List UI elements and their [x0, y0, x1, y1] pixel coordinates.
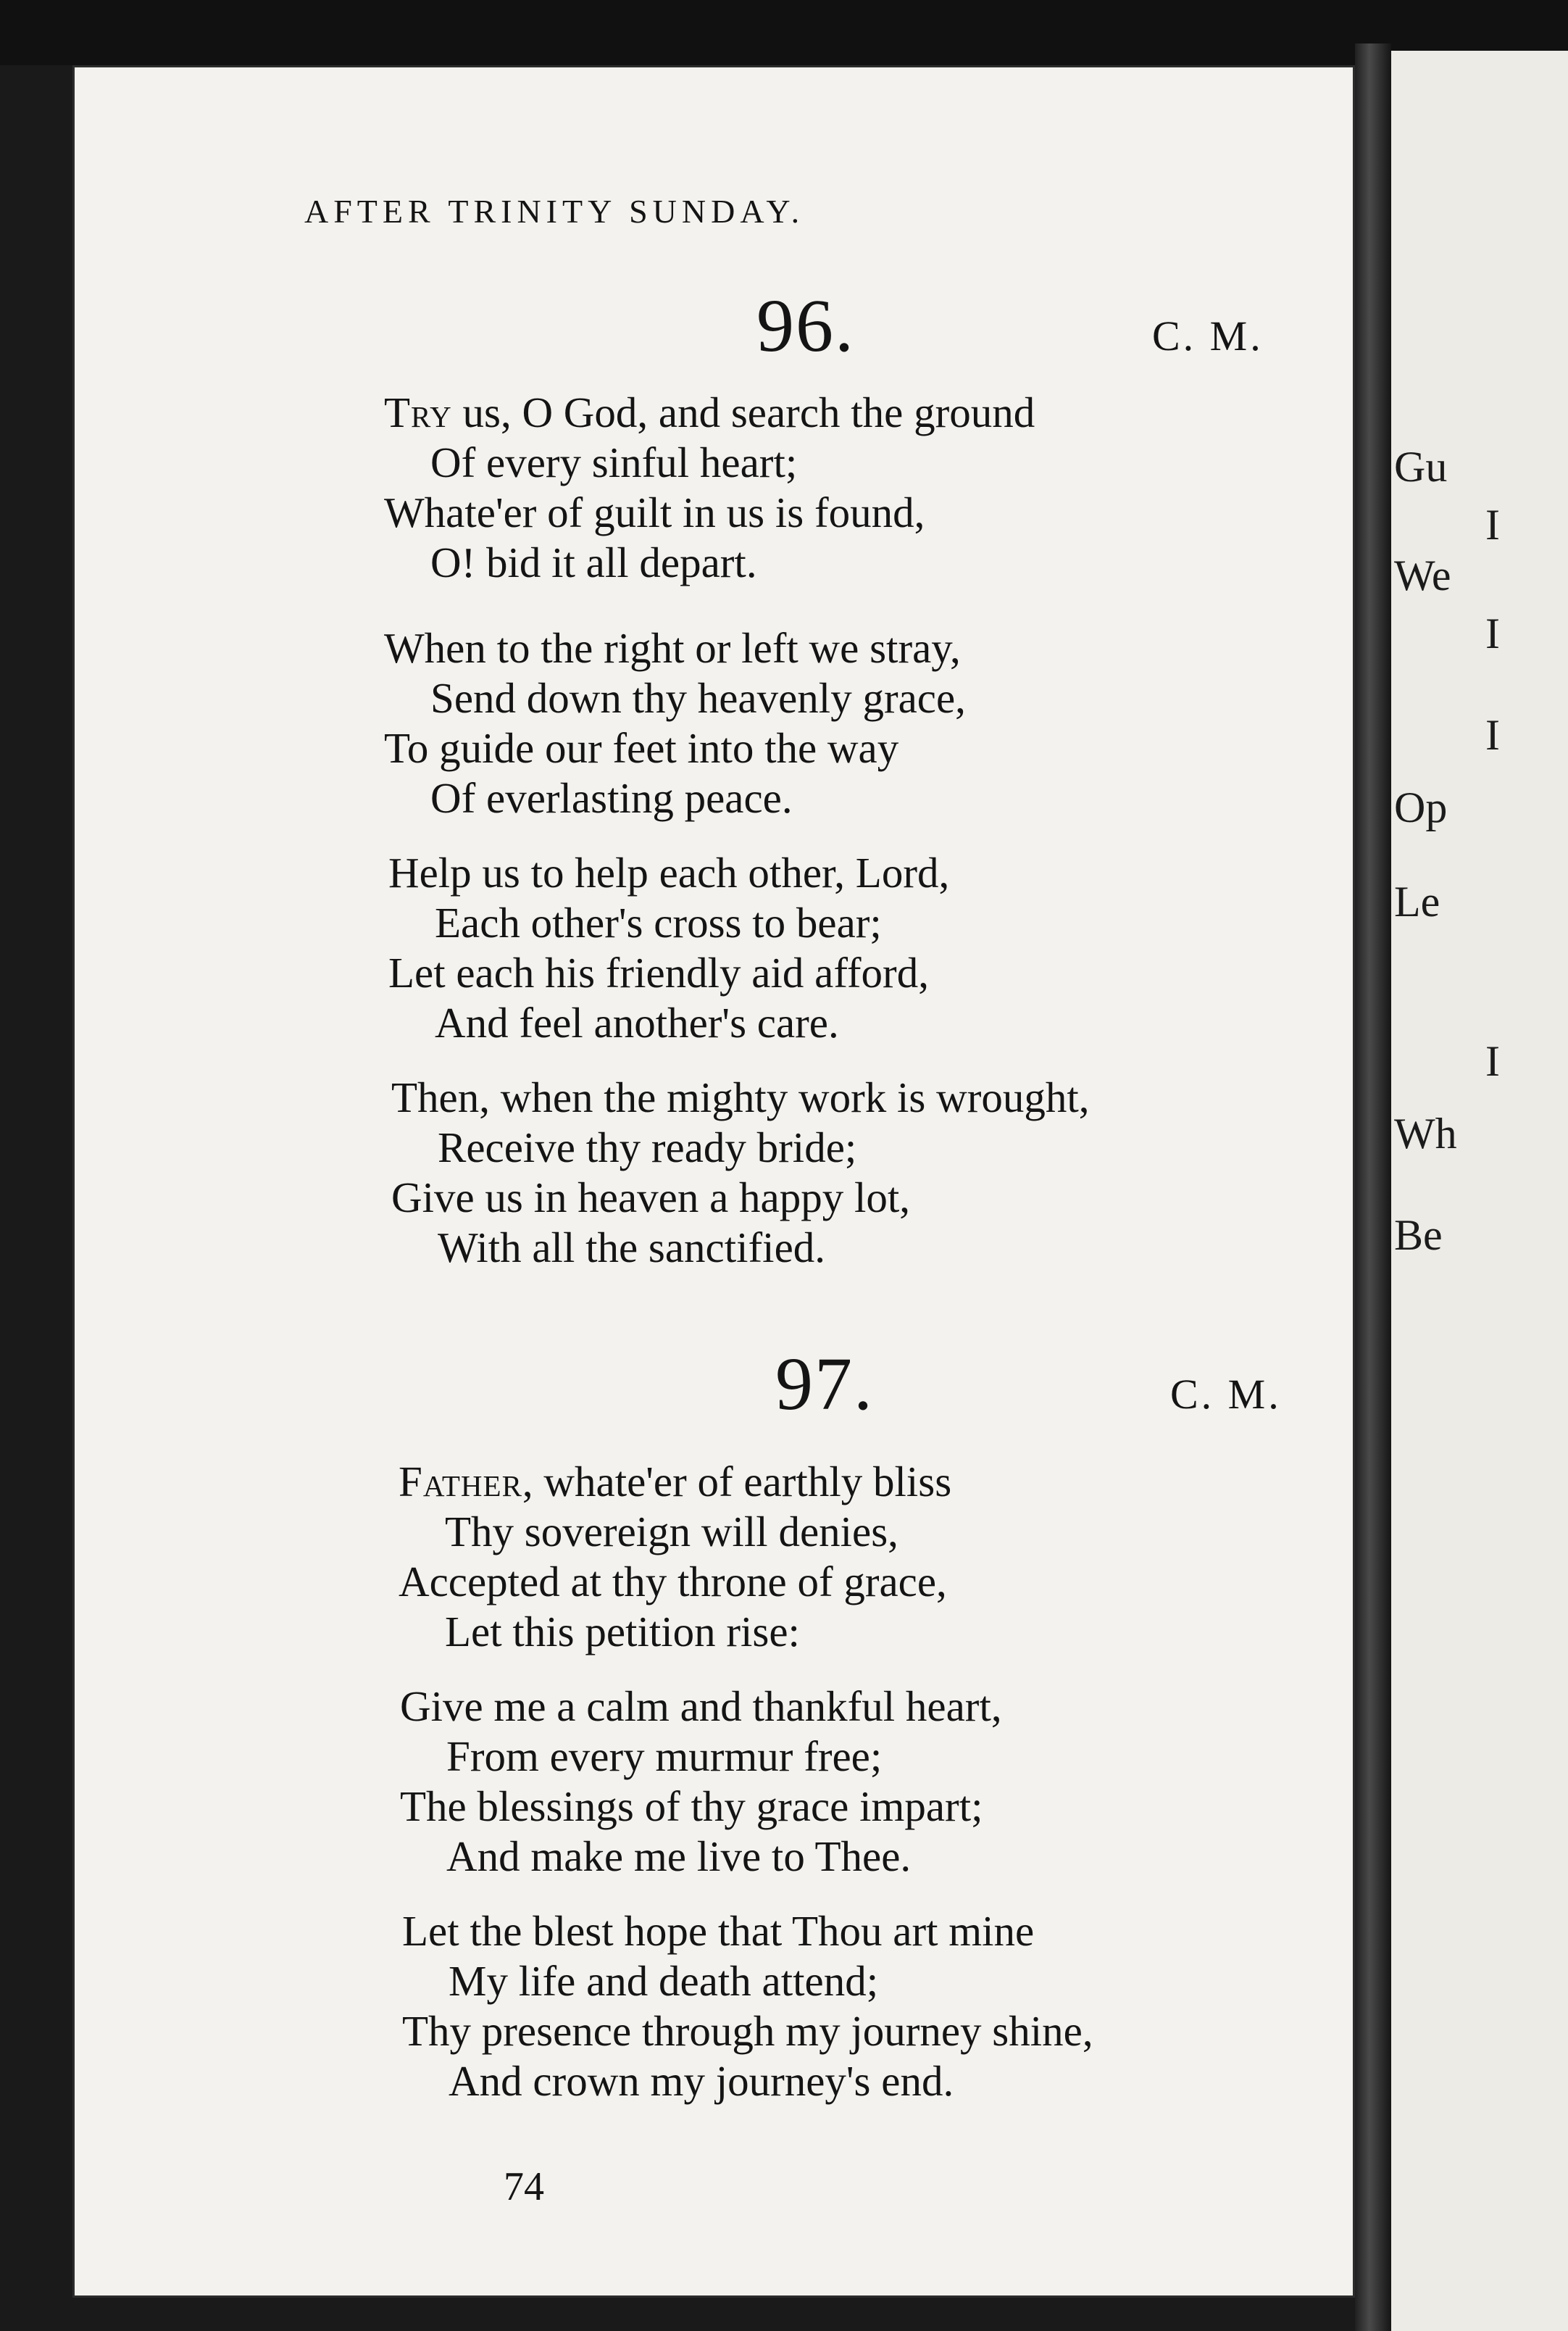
verse-line: Each other's cross to bear;	[435, 899, 882, 947]
facing-page-fragment: Be	[1394, 1211, 1443, 1259]
verse-line: Receive thy ready bride;	[438, 1123, 857, 1171]
verse-line: And make me live to Thee.	[446, 1832, 912, 1880]
verse-line: Then, when the mighty work is wrought,	[391, 1073, 1090, 1121]
verse-line: Try us, O God, and search the ground	[384, 388, 1035, 436]
verse-line: With all the sanctified.	[438, 1223, 826, 1271]
verse-line: And crown my journey's end.	[449, 2057, 954, 2105]
verse-line: Thy sovereign will denies,	[445, 1508, 898, 1555]
hymn-meter: C. M.	[1152, 312, 1264, 360]
facing-page-fragment: I	[1485, 610, 1500, 657]
hymn-number: 97.	[775, 1342, 874, 1426]
stanza	[384, 388, 1035, 588]
stanza	[399, 1457, 951, 1657]
book-gutter	[1355, 43, 1391, 2331]
running-head: AFTER TRINITY SUNDAY.	[304, 193, 805, 230]
verse-line: Whate'er of guilt in us is found,	[384, 489, 925, 536]
stanza	[388, 848, 949, 1048]
scan-border	[0, 0, 1568, 65]
stanza	[384, 623, 966, 823]
stanza	[391, 1073, 1090, 1273]
facing-page-fragment: Gu	[1394, 443, 1448, 491]
verse-line: Give me a calm and thankful heart,	[400, 1682, 1002, 1730]
verse-line: Let the blest hope that Thou art mine	[402, 1907, 1035, 1955]
facing-page	[1391, 51, 1568, 2331]
facing-page-fragment: I	[1485, 1037, 1500, 1085]
verse-line: Father, whate'er of earthly bliss	[399, 1458, 952, 1505]
verse-line: From every murmur free;	[446, 1732, 883, 1780]
verse-line: To guide our feet into the way	[384, 724, 899, 772]
verse-line: Of every sinful heart;	[430, 439, 798, 486]
verse-line: The blessings of thy grace impart;	[400, 1782, 983, 1830]
verse-line: O! bid it all depart.	[430, 539, 757, 586]
book-page	[72, 65, 1355, 2298]
verse-line: Let each his friendly aid afford,	[388, 949, 929, 997]
verse-line: When to the right or left we stray,	[384, 624, 961, 672]
facing-page-fragment: I	[1485, 501, 1500, 549]
verse-line: Give us in heaven a happy lot,	[391, 1173, 911, 1221]
stanza	[400, 1682, 1002, 1882]
verse-line: Of everlasting peace.	[430, 774, 793, 822]
verse-line: And feel another's care.	[435, 999, 839, 1047]
verse-line: Thy presence through my journey shine,	[402, 2007, 1093, 2055]
verse-line: Send down thy heavenly grace,	[430, 674, 966, 722]
facing-page-fragment: I	[1485, 711, 1500, 759]
facing-page-fragment: Le	[1394, 878, 1440, 926]
facing-page-fragment: We	[1394, 552, 1451, 599]
verse-line: Let this petition rise:	[445, 1608, 800, 1655]
verse-line: My life and death attend;	[449, 1957, 879, 2005]
hymn-meter: C. M.	[1170, 1371, 1282, 1418]
page-number: 74	[504, 2164, 544, 2209]
stanza	[402, 1906, 1093, 2106]
facing-page-fragment: Op	[1394, 784, 1448, 831]
verse-line: Help us to help each other, Lord,	[388, 849, 950, 897]
facing-page-fragment: Wh	[1394, 1110, 1457, 1158]
hymn-number: 96.	[756, 284, 855, 367]
verse-line: Accepted at thy throne of grace,	[399, 1558, 947, 1605]
